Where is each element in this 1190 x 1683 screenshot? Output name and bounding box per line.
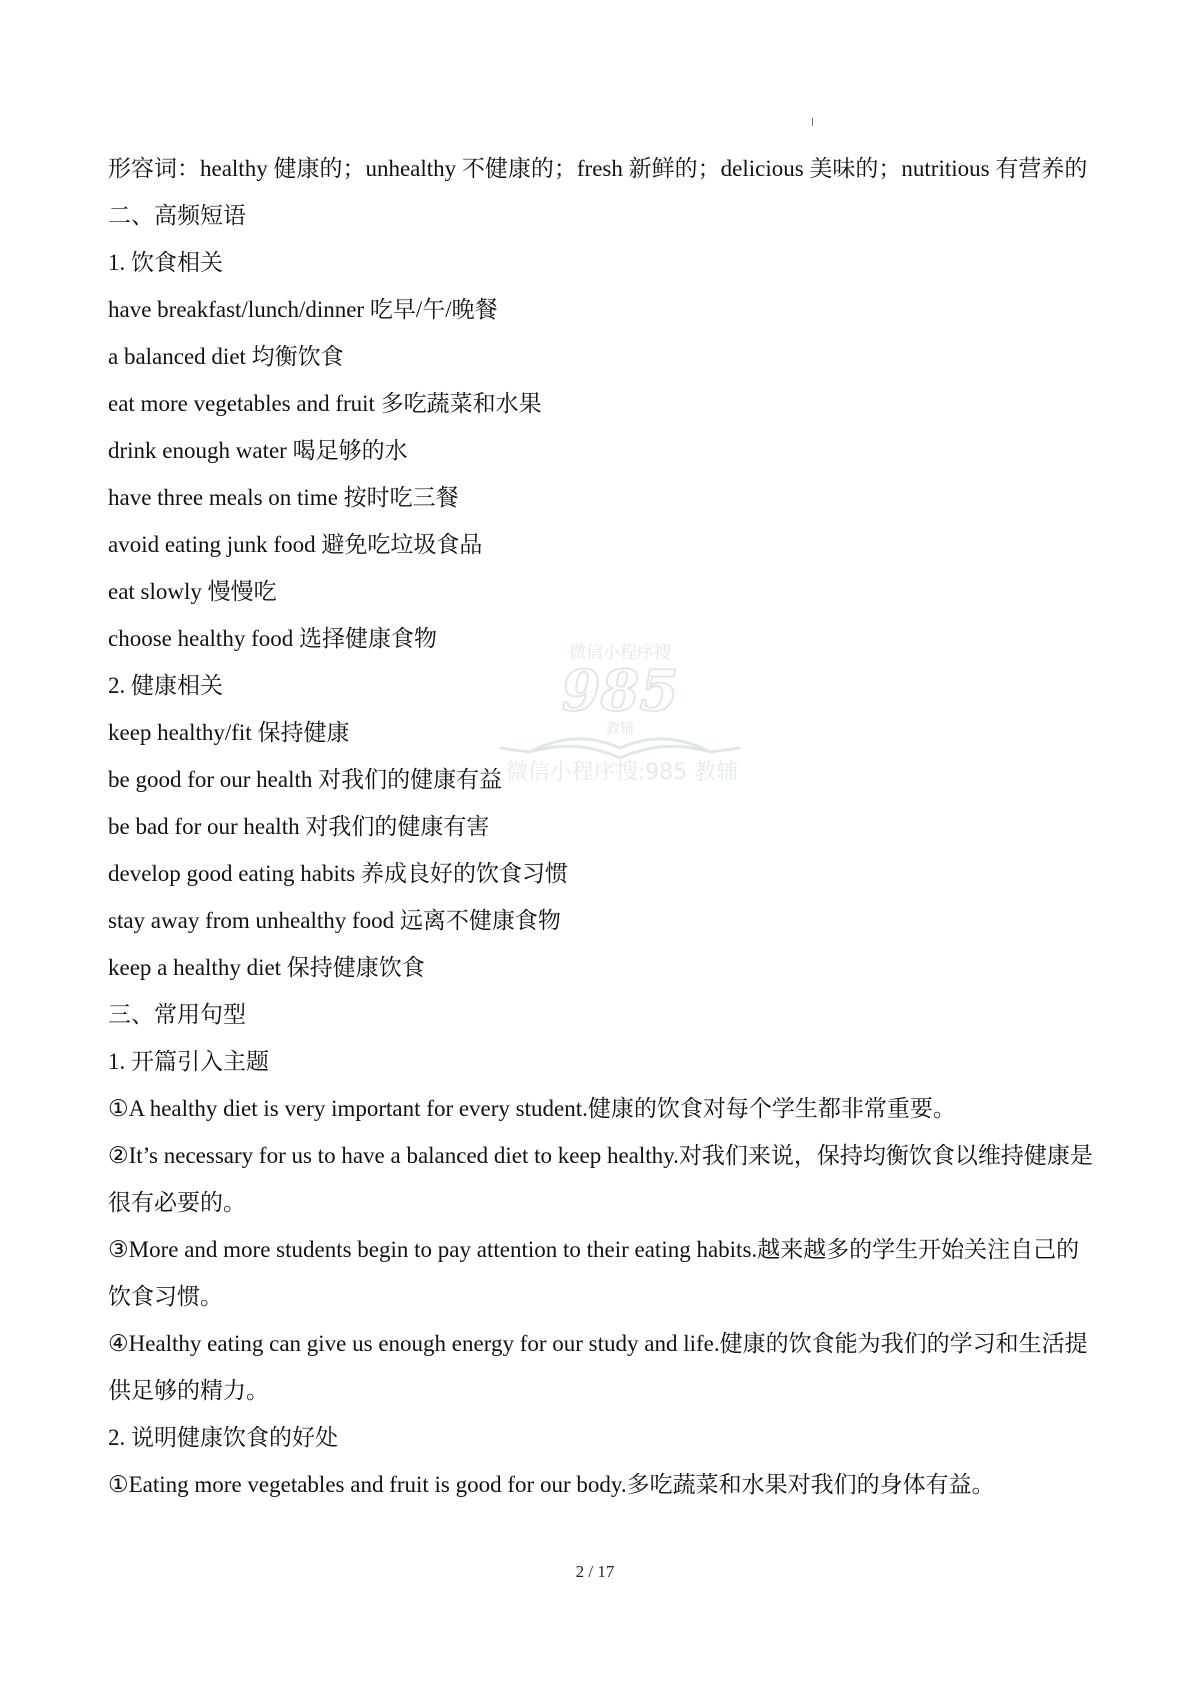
subheading-intro: 1. 开篇引入主题 [108,1049,269,1074]
phrase-line: be bad for our health 对我们的健康有害 [108,814,490,839]
phrase-line: be good for our health 对我们的健康有益 [108,767,503,792]
sentence-line: ②It’s necessary for us to have a balanced diet to keep healthy.对我们来说，保持均衡饮食以维持健康是很有必要的。 [108,1143,1093,1215]
section-heading-sentences: 三、常用句型 [108,1002,246,1027]
phrase-line: eat more vegetables and fruit 多吃蔬菜和水果 [108,391,542,416]
phrase-line: a balanced diet 均衡饮食 [108,344,344,369]
sentence-line: ④Healthy eating can give us enough energy for our study and life.健康的饮食能为我们的学习和生活提供足够的精力。 [108,1331,1088,1403]
phrase-line: have three meals on time 按时吃三餐 [108,485,459,510]
phrase-line: eat slowly 慢慢吃 [108,579,277,604]
phrase-line: choose healthy food 选择健康食物 [108,626,437,651]
phrase-line: avoid eating junk food 避免吃垃圾食品 [108,532,483,557]
sentence-line: ③More and more students begin to pay attention to their eating habits.越来越多的学生开始关注自己的饮食习惯。 [108,1237,1080,1309]
watermark-top-text: 微信小程序搜 [569,643,671,663]
watermark-number: 985 [561,658,679,724]
phrase-line: have breakfast/lunch/dinner 吃早/午/晚餐 [108,297,498,322]
page-number: 2 / 17 [575,1562,615,1581]
phrase-line: drink enough water 喝足够的水 [108,438,408,463]
subheading-benefits: 2. 说明健康饮食的好处 [108,1425,338,1450]
document-body [108,145,1093,1508]
page-mark [812,118,813,126]
sentence-line: ①A healthy diet is very important for every student.健康的饮食对每个学生都非常重要。 [108,1096,956,1121]
subheading-health: 2. 健康相关 [108,673,223,698]
subheading-diet: 1. 饮食相关 [108,250,223,275]
phrase-line: stay away from unhealthy food 远离不健康食物 [108,908,561,933]
sentence-line: ①Eating more vegetables and fruit is good for our body.多吃蔬菜和水果对我们的身体有益。 [108,1472,995,1497]
section-heading-phrases: 二、高频短语 [108,203,246,228]
adjectives-line: 形容词：healthy 健康的；unhealthy 不健康的；fresh 新鲜的；delicious 美味的；nutritious 有营养的 [108,156,1088,181]
watermark-small-text: 教辅 [606,721,634,737]
phrase-line: keep healthy/fit 保持健康 [108,720,350,745]
phrase-line: develop good eating habits 养成良好的饮食习惯 [108,861,568,886]
phrase-line: keep a healthy diet 保持健康饮食 [108,955,425,980]
watermark-bottom-text: 微信小程序搜:985 教辅 [505,760,739,785]
